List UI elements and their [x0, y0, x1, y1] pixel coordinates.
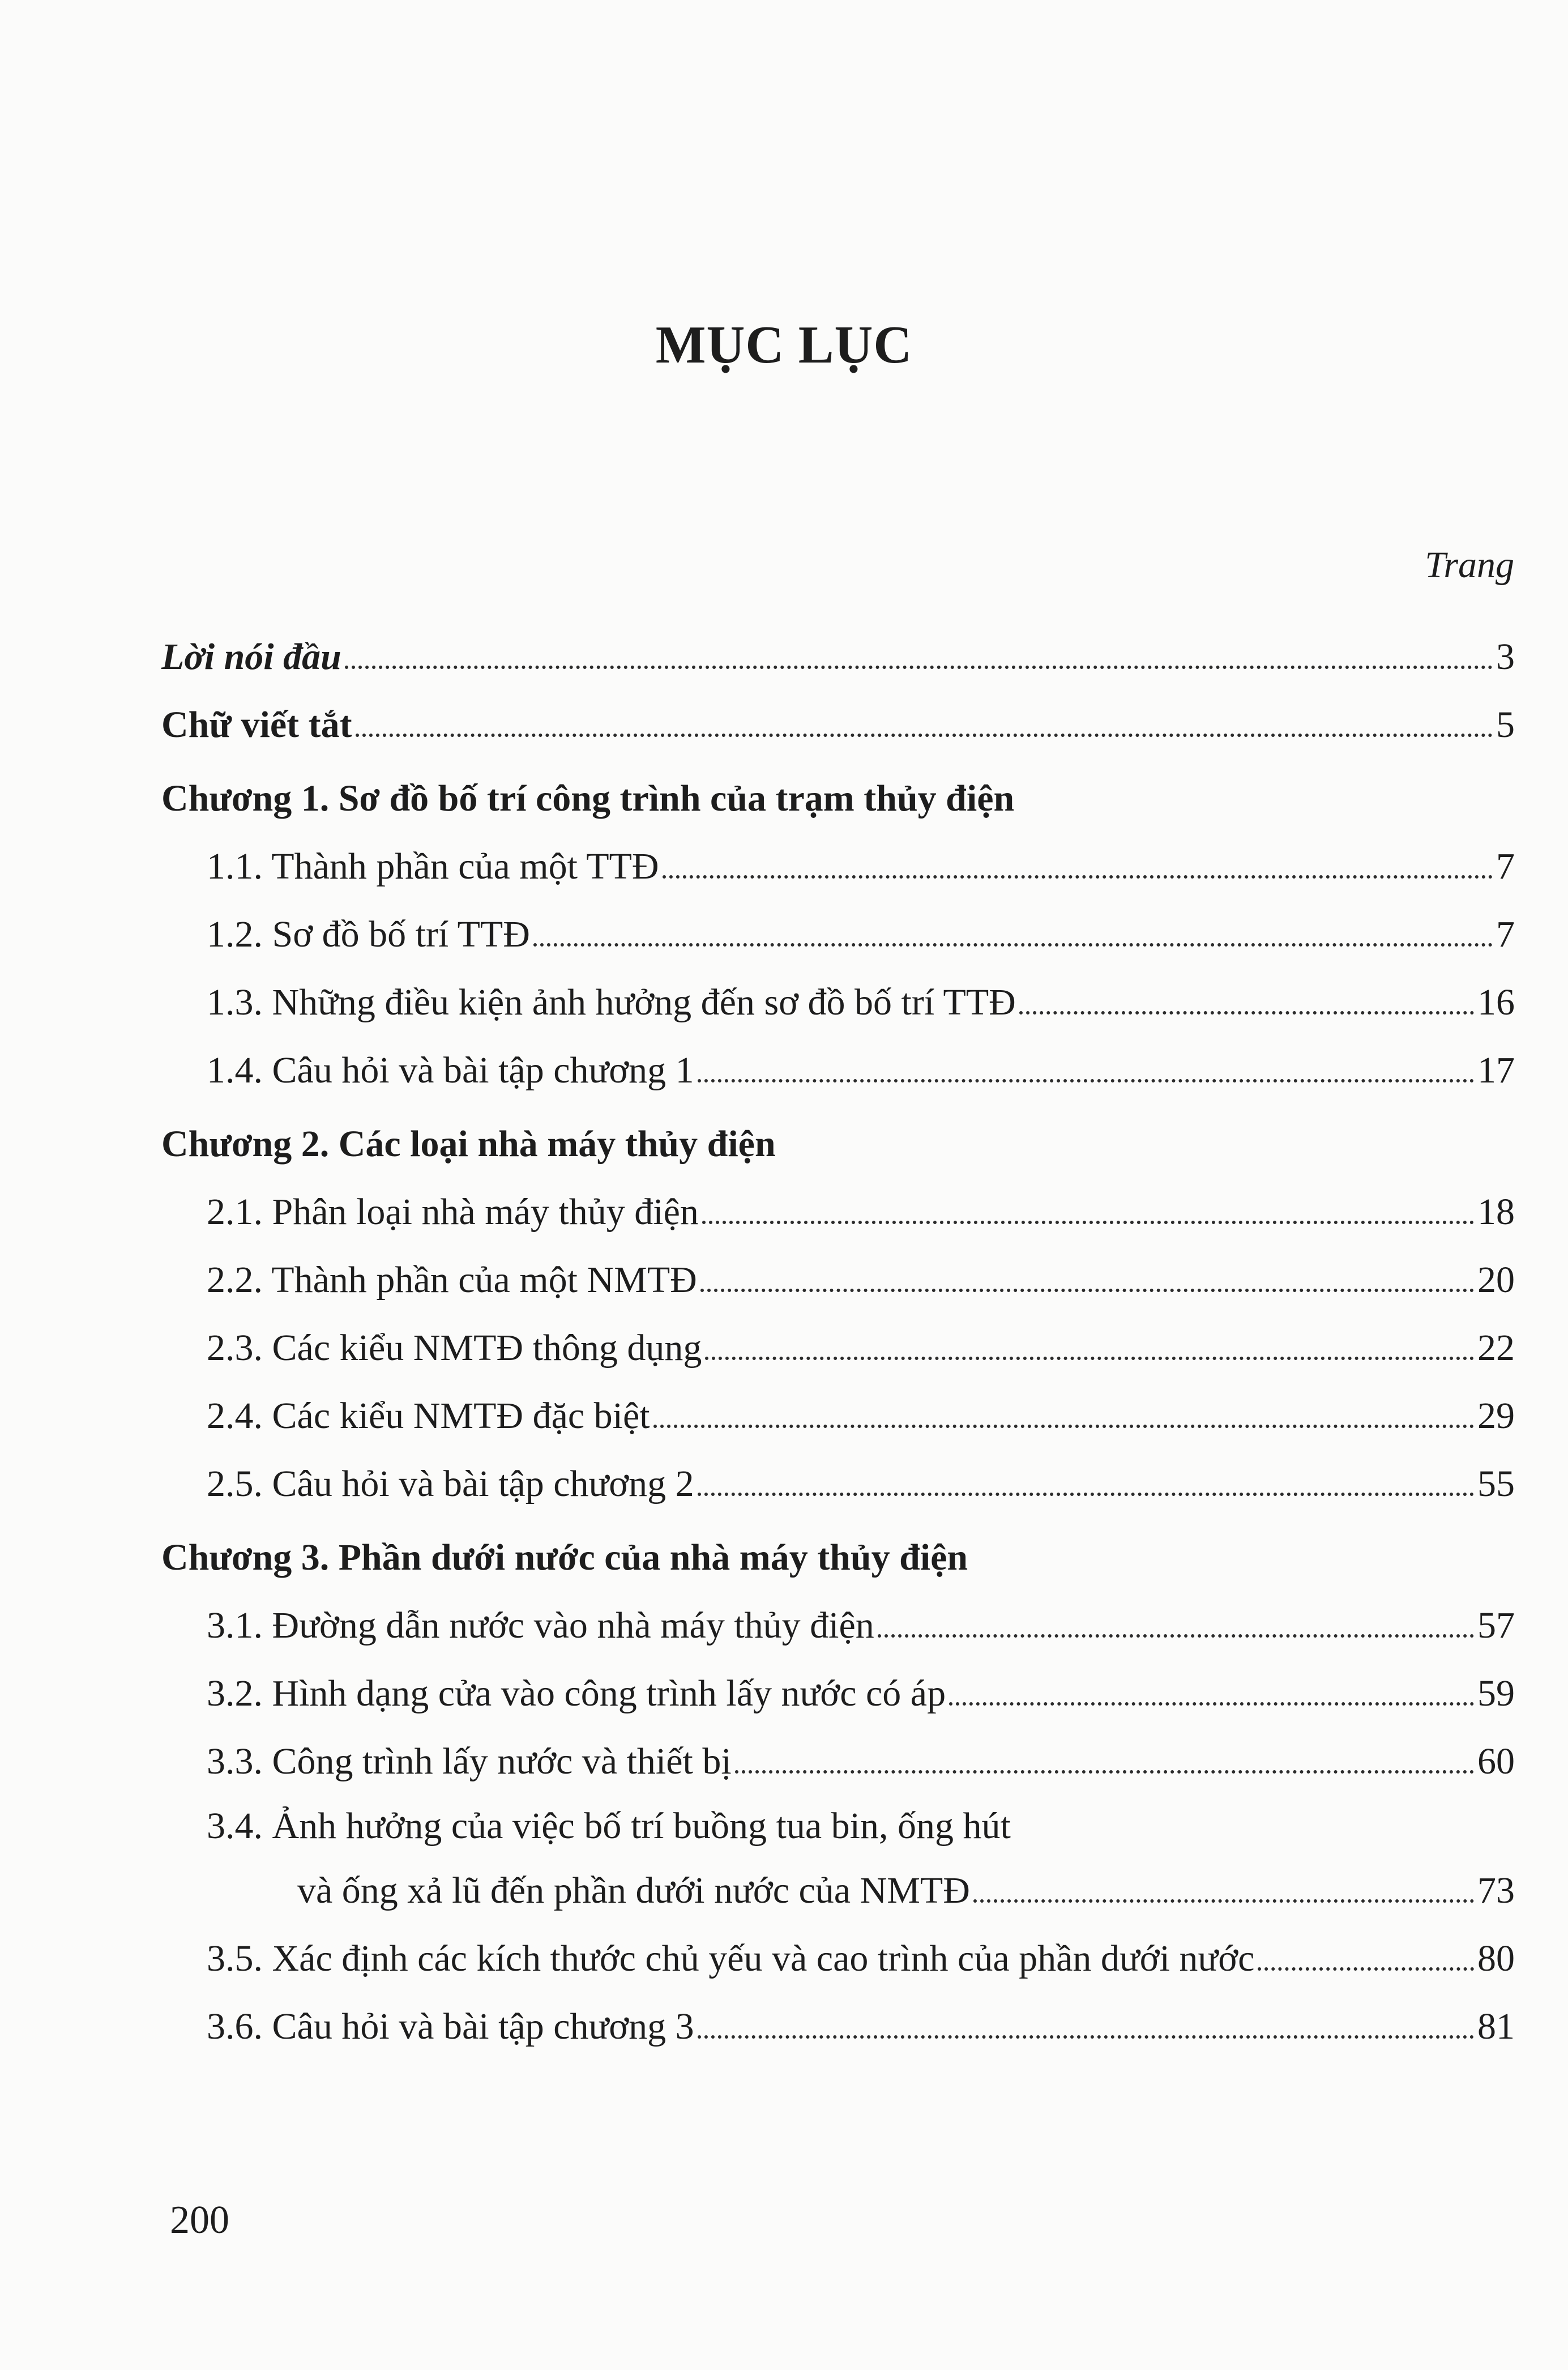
toc-section-page: 60 [1477, 1741, 1515, 1782]
toc-section-label: 1.4. Câu hỏi và bài tập chương 1 [207, 1050, 694, 1091]
toc-section-label: 1.1. Thành phần của một TTĐ [207, 846, 659, 887]
toc-section [161, 1382, 1515, 1450]
toc-chapter-3 [161, 1518, 1515, 1592]
toc-section-label: 1.2. Sơ đồ bố trí TTĐ [207, 914, 530, 955]
toc-section [161, 1796, 1515, 1857]
toc-section [161, 1592, 1515, 1660]
dot-leader [1019, 1011, 1474, 1015]
toc-section [161, 1178, 1515, 1246]
dot-leader [653, 1425, 1474, 1428]
toc-section-page: 16 [1477, 982, 1515, 1023]
toc-section [161, 1660, 1515, 1728]
toc-section-label: 2.5. Câu hỏi và bài tập chương 2 [207, 1463, 694, 1504]
dot-leader [356, 734, 1493, 737]
toc-section-page: 81 [1477, 2006, 1515, 2047]
toc-section-page: 73 [1477, 1870, 1515, 1911]
toc-section-label: 2.4. Các kiểu NMTĐ đặc biệt [207, 1395, 650, 1437]
toc-section-page: 59 [1477, 1673, 1515, 1714]
toc-section [161, 1037, 1515, 1105]
toc-section-label: 2.1. Phân loại nhà máy thủy điện [207, 1191, 699, 1233]
toc-section-page: 17 [1477, 1050, 1515, 1091]
toc-section-page: 7 [1496, 846, 1515, 887]
toc-section [161, 1246, 1515, 1314]
toc-section-label: 3.2. Hình dạng cửa vào công trình lấy nước có áp [207, 1673, 946, 1714]
dot-leader [1258, 1967, 1474, 1971]
toc-section [161, 833, 1515, 901]
toc-section-page: 29 [1477, 1395, 1515, 1437]
dot-leader [698, 2035, 1474, 2039]
toc-section-label: 3.5. Xác định các kích thước chủ yếu và cao trình của phần dưới nước [207, 1938, 1255, 1979]
toc-section-page: 57 [1477, 1605, 1515, 1646]
toc-entry-abbreviations [161, 691, 1515, 759]
toc-chapter-1 [161, 759, 1515, 833]
toc-entry-page: 3 [1496, 636, 1515, 677]
toc-entry-label: Lời nói đầu [161, 636, 341, 677]
toc-entry-preface [161, 623, 1515, 691]
dot-leader [700, 1289, 1474, 1292]
toc-chapter-2 [161, 1105, 1515, 1178]
toc-entry-label: Chữ viết tắt [161, 704, 352, 745]
chapter-title: Chương 1. Sơ đồ bố trí công trình của trạm thủy điện [161, 778, 1015, 819]
toc-section-label: 1.3. Những điều kiện ảnh hưởng đến sơ đồ bố trí TTĐ [207, 982, 1016, 1023]
dot-leader [973, 1899, 1474, 1903]
toc-section [161, 1450, 1515, 1518]
page-number: 200 [170, 2198, 229, 2242]
dot-leader [533, 943, 1493, 947]
chapter-title: Chương 3. Phần dưới nước của nhà máy thủy điện [161, 1537, 968, 1578]
dot-leader [663, 875, 1493, 879]
toc-section [161, 1314, 1515, 1382]
toc-section-page: 22 [1477, 1327, 1515, 1369]
toc-entry-page: 5 [1496, 704, 1515, 745]
toc-section-label: 2.2. Thành phần của một NMTĐ [207, 1259, 697, 1301]
toc-section-label: 3.6. Câu hỏi và bài tập chương 3 [207, 2006, 694, 2047]
dot-leader [705, 1357, 1474, 1360]
toc-section [161, 901, 1515, 969]
toc-section-label: 3.1. Đường dẫn nước vào nhà máy thủy điện [207, 1605, 874, 1646]
dot-leader [878, 1634, 1474, 1638]
page-column-label: Trang [1425, 544, 1514, 586]
toc-section-label: 3.4. Ảnh hưởng của việc bố trí buồng tua bin, ống hút [207, 1805, 1011, 1847]
dot-leader [949, 1702, 1474, 1706]
dot-leader [698, 1493, 1474, 1496]
toc-section [161, 1925, 1515, 1993]
toc-section [161, 1993, 1515, 2061]
toc-section-label: 2.3. Các kiểu NMTĐ thông dụng [207, 1327, 702, 1369]
toc-section-page: 55 [1477, 1463, 1515, 1504]
toc-section-continuation [161, 1857, 1515, 1925]
toc-section-label: 3.3. Công trình lấy nước và thiết bị [207, 1741, 732, 1782]
dot-leader [345, 666, 1493, 669]
toc-section-page: 20 [1477, 1259, 1515, 1301]
toc-section-page: 7 [1496, 914, 1515, 955]
dot-leader [698, 1079, 1474, 1082]
toc-section-page: 80 [1477, 1938, 1515, 1979]
toc-section-page: 18 [1477, 1191, 1515, 1233]
chapter-title: Chương 2. Các loại nhà máy thủy điện [161, 1123, 776, 1165]
toc-section-label-continued: và ống xả lũ đến phần dưới nước của NMTĐ [297, 1870, 970, 1911]
toc-section [161, 969, 1515, 1037]
page-title: MỤC LỤC [655, 316, 913, 374]
dot-leader [702, 1221, 1474, 1224]
dot-leader [735, 1770, 1474, 1774]
table-of-contents [161, 623, 1515, 2061]
toc-section [161, 1728, 1515, 1796]
